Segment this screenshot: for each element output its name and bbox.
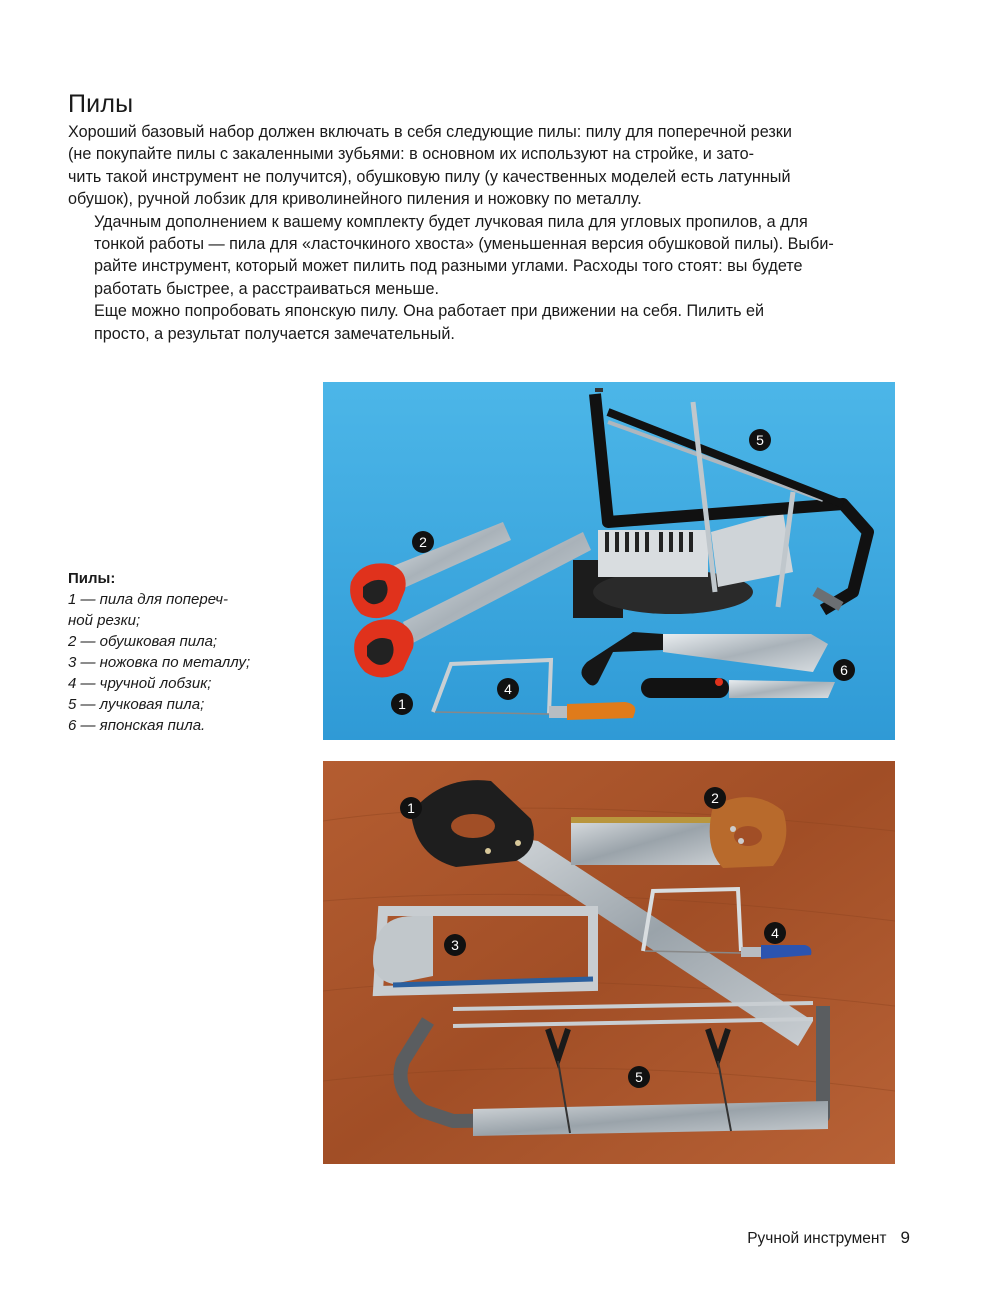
body-text [68,121,898,345]
page-heading: Пилы [68,90,134,118]
legend-item: 6 — японская пила. [68,717,206,734]
text-line: райте инструмент, который может пилить под разными углами. Расходы того стоят: вы будете [94,257,803,276]
paragraph-3 [68,300,898,345]
paragraph-2 [68,211,898,301]
photo-legend [68,568,308,736]
legend-item: 5 — лучковая пила; [68,696,205,713]
legend-item: ной резки; [68,612,141,629]
footer-section: Ручной инструмент [747,1230,887,1247]
marker-4: 4 [771,925,779,941]
text-line: Хороший базовый набор должен включать в себя следующие пилы: пилу для поперечной резки [68,123,792,141]
marker-4: 4 [504,681,512,697]
marker-5: 5 [635,1069,643,1085]
marker-3: 3 [451,937,459,953]
text-line: тонкой работы — пила для «ласточкиного хвоста» (уменьшенная версия обушковой пилы). Выби- [94,235,834,254]
marker-1: 1 [407,800,415,816]
text-line: чить такой инструмент не получится), обушковую пилу (у качественных моделей есть латунный [68,167,791,186]
text-line: работать быстрее, а расстраиваться меньше. [94,279,439,298]
legend-item: 3 — ножовка по металлу; [68,654,251,671]
marker-5: 5 [756,432,764,448]
marker-6: 6 [840,662,848,678]
legend-item: 2 — обушковая пила; [68,633,218,650]
legend-item: 1 — пила для попереч- [68,591,228,608]
text-line: просто, а результат получается замечательный. [94,324,455,343]
page-footer [747,1228,910,1248]
page-number: 9 [900,1228,910,1247]
paragraph-1 [68,121,898,211]
saws-photo-blue [323,382,895,740]
marker-1: 1 [398,696,406,712]
legend-item: 4 — чручной лобзик; [68,675,212,692]
text-line: (не покупайте пилы с закаленными зубьями: в основном их используют на стройке, и зато- [68,145,755,164]
legend-title: Пилы: [68,570,116,587]
marker-2: 2 [711,790,719,806]
saws-photo-wood [323,761,895,1164]
text-line: Удачным дополнением к вашему комплекту будет лучковая пила для угловых пропилов, а для [94,212,808,231]
text-line: обушок), ручной лобзик для криволинейного пиления и ножовку по металлу. [68,190,642,209]
marker-2: 2 [419,534,427,550]
text-line: Еще можно попробовать японскую пилу. Она работает при движении на себя. Пилить ей [94,302,765,321]
